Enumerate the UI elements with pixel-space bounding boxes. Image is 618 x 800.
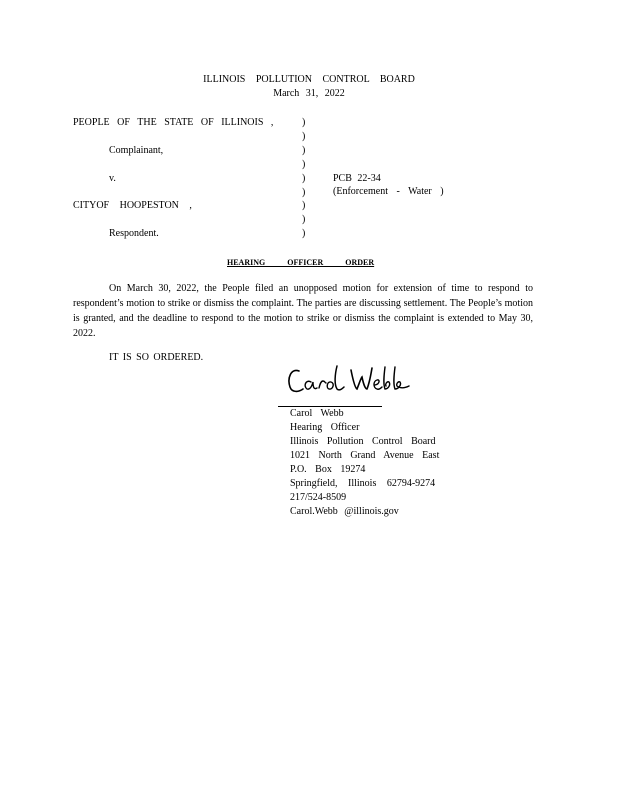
paren: ) — [302, 130, 306, 142]
case-type: (Enforcement - Water ) — [333, 186, 444, 197]
signer-agency: Illinois Pollution Control Board — [290, 436, 436, 447]
address-po-box: P.O. Box 19274 — [290, 464, 366, 475]
versus-label: v. — [109, 173, 116, 184]
email-address[interactable]: Carol.Webb @illinois.gov — [290, 506, 399, 517]
order-title: HEARING OFFICER ORDER — [227, 258, 375, 267]
paren: ) — [302, 186, 306, 198]
handwritten-signature — [285, 362, 415, 400]
paren: ) — [302, 144, 306, 156]
paren: ) — [302, 117, 306, 128]
address-street: 1021 North Grand Avenue East — [290, 450, 440, 461]
closing-statement: IT IS SO ORDERED. — [109, 352, 204, 363]
complainant-role: Complainant, — [109, 145, 164, 156]
paren: ) — [302, 214, 306, 226]
address-city: Springfield, Illinois 62794-9274 — [290, 478, 436, 489]
respondent-role: Respondent. — [109, 228, 159, 239]
paren: ) — [302, 200, 306, 212]
board-title: ILLINOIS POLLUTION CONTROL BOARD — [203, 74, 415, 85]
paren: ) — [302, 228, 306, 240]
signer-title: Hearing Officer — [290, 422, 360, 433]
respondent-name: CITYOF HOOPESTON , — [73, 200, 192, 211]
caption-parentheses — [302, 116, 305, 241]
order-paragraph: On March 30, 2022, the People filed an unopposed motion for extension of time to respond to respondent’s motion to strike or dismiss the complaint. The parties are discussing settlement. The People’s motion is granted, and the deadline to respond to the motion to strike or dismiss the complaint is extended to May 30, 2022. — [73, 283, 533, 339]
case-number: PCB 22-34 — [333, 173, 381, 184]
signature-block — [290, 407, 439, 519]
paren: ) — [302, 158, 306, 170]
complainant-name: PEOPLE OF THE STATE OF ILLINOIS , — [73, 117, 274, 128]
paren: ) — [302, 172, 306, 184]
phone-number: 217/524-8509 — [290, 492, 347, 503]
order-date: March 31, 2022 — [273, 88, 345, 99]
signer-name: Carol Webb — [290, 408, 344, 419]
